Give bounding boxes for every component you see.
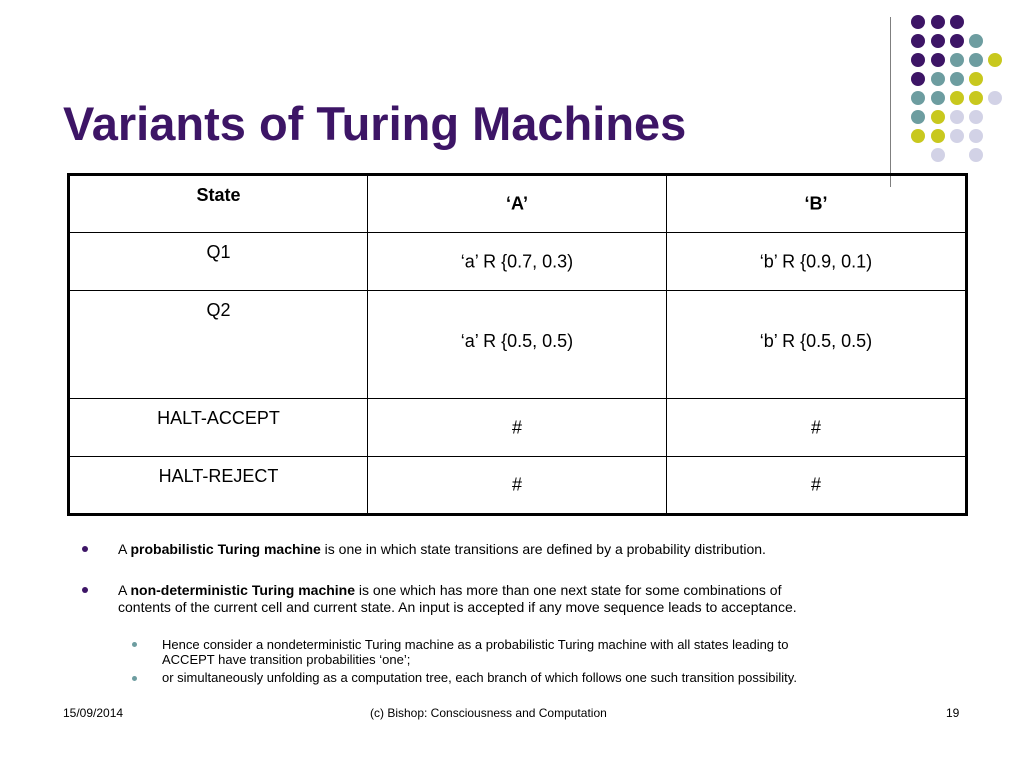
transition-cell-b <box>666 399 966 457</box>
table-row <box>69 291 967 399</box>
decorative-dot <box>911 15 925 29</box>
bullet-text: A <box>118 541 131 557</box>
sub-bullet-marker <box>132 676 137 681</box>
transition-label-b: # <box>810 417 821 437</box>
footer-credit: (c) Bishop: Consciousness and Computation <box>370 706 607 720</box>
transition-label-a: ‘a’ R {0.7, 0.3) <box>460 251 574 271</box>
bullet-marker <box>82 546 88 552</box>
header-state <box>69 175 368 233</box>
transition-label-b: ‘b’ R {0.5, 0.5) <box>759 331 873 351</box>
decorative-dot <box>969 91 983 105</box>
decorative-dot <box>911 53 925 67</box>
state-cell <box>69 233 368 291</box>
decorative-dot <box>969 72 983 86</box>
header-b <box>666 175 966 233</box>
divider-line <box>890 17 891 187</box>
decorative-dot <box>969 34 983 48</box>
decorative-dot <box>950 53 964 67</box>
bullet-marker <box>82 587 88 593</box>
transition-label-a: # <box>511 474 522 495</box>
table-header-row <box>69 175 967 233</box>
state-label: HALT-REJECT <box>158 466 279 486</box>
transition-cell-b <box>666 457 966 515</box>
decorative-dot <box>931 110 945 124</box>
table-row <box>69 399 967 457</box>
decorative-dot <box>988 91 1002 105</box>
slide-title: Variants of Turing Machines <box>63 97 687 150</box>
decorative-dot <box>931 91 945 105</box>
footer-page-number: 19 <box>946 706 960 720</box>
decorative-dot <box>950 91 964 105</box>
decorative-dot <box>911 91 925 105</box>
transition-table <box>67 173 968 516</box>
decorative-dot <box>950 129 964 143</box>
header-a-label: ‘A’ <box>505 193 528 214</box>
header-state-label: State <box>196 185 241 205</box>
sub-bullet-probabilistic-view <box>162 637 789 667</box>
transition-label-b: ‘b’ R {0.9, 0.1) <box>759 251 873 271</box>
decorative-dot <box>969 129 983 143</box>
bullet-probabilistic <box>118 541 766 558</box>
header-a <box>367 175 666 233</box>
sub-bullet-computation-tree <box>162 670 797 685</box>
decorative-dot <box>931 15 945 29</box>
table-row <box>69 233 967 291</box>
footer-date: 15/09/2014 <box>63 706 124 720</box>
decorative-dot <box>931 129 945 143</box>
sub-bullet-marker <box>132 642 137 647</box>
decorative-dot <box>950 72 964 86</box>
state-cell <box>69 399 368 457</box>
bullet-bold-term: probabilistic Turing machine <box>130 541 321 557</box>
sub-bullet-text: Hence consider a nondeterministic Turing machine as a probabilistic Turing machine with all states leading to <box>162 637 789 652</box>
decorative-dot <box>931 53 945 67</box>
transition-cell-a <box>367 233 666 291</box>
state-label: HALT-ACCEPT <box>157 408 280 428</box>
transition-label-a: # <box>511 417 522 437</box>
decorative-dot <box>911 110 925 124</box>
bullet-text: contents of the current cell and current state. An input is accepted if any move sequence leads to acceptance. <box>118 599 797 615</box>
decorative-dot <box>950 34 964 48</box>
decorative-dot <box>911 72 925 86</box>
transition-label-b: # <box>810 474 821 495</box>
decorative-dot <box>931 148 945 162</box>
bullet-bold-term: non-deterministic Turing machine <box>130 582 356 598</box>
decorative-dot <box>911 129 925 143</box>
table-row <box>69 457 967 515</box>
header-b-label: ‘B’ <box>804 193 828 214</box>
bullet-text: is one which has more than one next state for some combinations of <box>355 582 782 598</box>
transition-cell-a <box>367 457 666 515</box>
state-label: Q1 <box>206 242 231 262</box>
decorative-dot <box>931 34 945 48</box>
decorative-dot <box>931 72 945 86</box>
decorative-dot <box>969 53 983 67</box>
decorative-dot <box>969 110 983 124</box>
decorative-dot <box>988 53 1002 67</box>
state-cell <box>69 457 368 515</box>
transition-label-a: ‘a’ R {0.5, 0.5) <box>460 331 574 351</box>
state-cell <box>69 291 368 399</box>
bullet-text: is one in which state transitions are defined by a probability distribution. <box>320 541 766 557</box>
decorative-dot <box>969 148 983 162</box>
transition-cell-a <box>367 291 666 399</box>
decorative-dot <box>950 110 964 124</box>
transition-cell-b <box>666 233 966 291</box>
state-label: Q2 <box>206 300 231 320</box>
sub-bullet-text: ACCEPT have transition probabilities ‘one’; <box>162 652 411 667</box>
decorative-dot <box>911 34 925 48</box>
transition-cell-b <box>666 291 966 399</box>
bullet-text: A <box>118 582 131 598</box>
transition-cell-a <box>367 399 666 457</box>
decorative-dot <box>950 15 964 29</box>
sub-bullet-text: or simultaneously unfolding as a computation tree, each branch of which follows one such transition possibility. <box>162 670 797 685</box>
bullet-nondeterministic <box>118 582 797 616</box>
